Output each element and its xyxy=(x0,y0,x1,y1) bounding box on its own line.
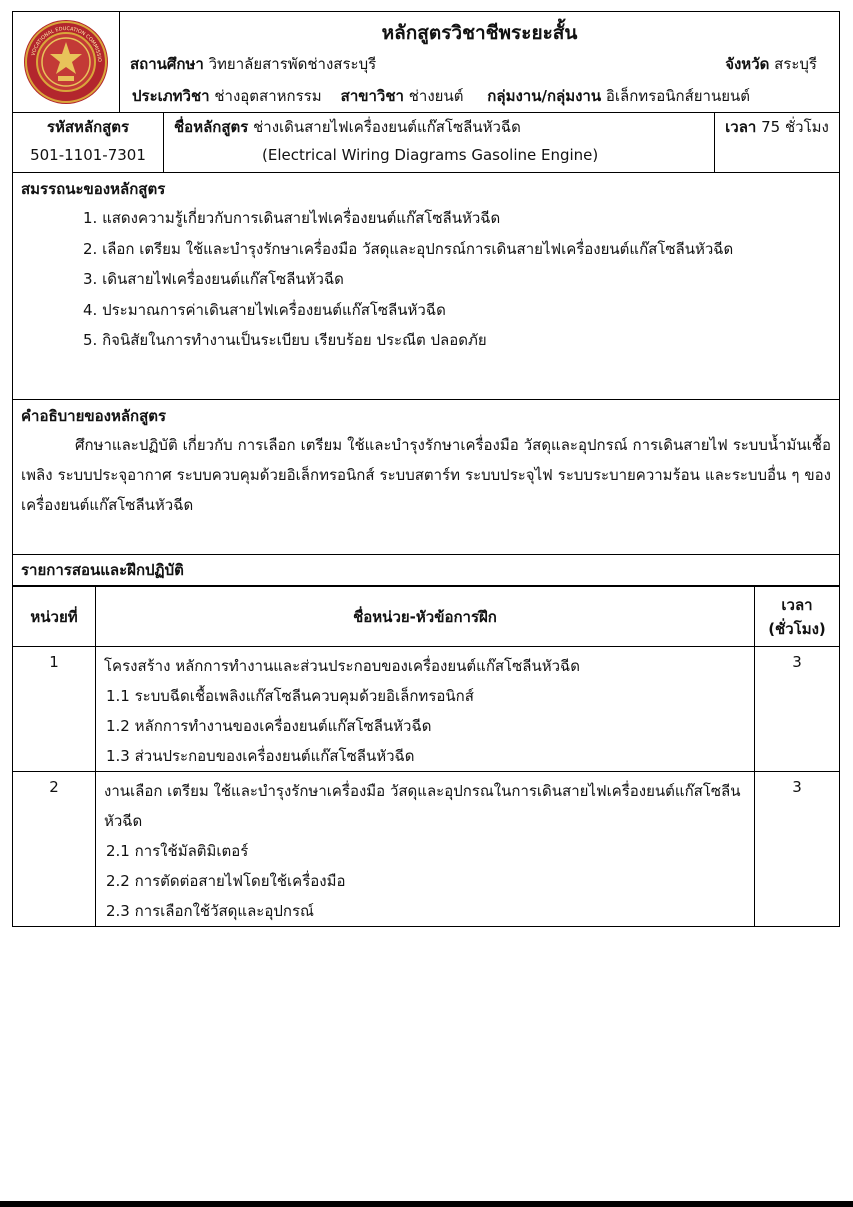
type-value: ช่างอุตสาหกรรม xyxy=(214,87,322,105)
unit-hours: 3 xyxy=(755,647,840,772)
sub-topic: 1.2 หลักการทำงานของเครื่องยนต์แก๊สโซลีนหัวฉีด xyxy=(106,717,432,735)
course-info-row xyxy=(12,113,840,173)
course-time-cell xyxy=(715,113,839,172)
col-hours-header-line1: เวลา xyxy=(781,595,813,614)
course-name-cell xyxy=(164,113,715,172)
course-name-en: (Electrical Wiring Diagrams Gasoline Engine) xyxy=(262,146,599,164)
course-time-line xyxy=(715,113,839,141)
training-title: รายการสอนและฝึกปฏิบัติ xyxy=(21,561,184,579)
training-section-title-box xyxy=(12,555,840,586)
sub-topic: 1.3 ส่วนประกอบของเครื่องยนต์แก๊สโซลีนหัวฉีด xyxy=(106,747,415,765)
seal-lettering: VOCATIONAL EDUCATION COMMISSIO xyxy=(30,25,103,63)
competency-section xyxy=(12,173,840,400)
unit-topic: งานเลือก เตรียม ใช้และบำรุงรักษาเครื่องมือ วัสดุและอุปกรณในการเดินสายไฟเครื่องยนต์แก๊สโซลีนหัวฉีด xyxy=(104,782,741,830)
competency-item: 2. เลือก เตรียม ใช้และบำรุงรักษาเครื่องมือ วัสดุและอุปกรณ์การเดินสายไฟเครื่องยนต์แก๊สโซลีนหัวฉีด xyxy=(83,239,734,258)
institution-row xyxy=(130,52,829,76)
course-name-label: ชื่อหลักสูตร xyxy=(174,118,249,136)
competency-item: 5. กิจนิสัยในการทำงานเป็นระเบียบ เรียบร้อย ประณีต ปลอดภัย xyxy=(83,331,487,349)
col-topic-header: ชื่อหน่วย-หัวข้อการฝึก xyxy=(96,587,755,647)
col-unit-header: หน่วยที่ xyxy=(13,587,96,647)
vocational-education-seal-icon xyxy=(22,18,110,106)
table-row xyxy=(13,772,840,927)
unit-topic-cell xyxy=(96,772,755,927)
sub-topic: 1.1 ระบบฉีดเชื้อเพลิงแก๊สโซลีนควบคุมด้วยอิเล็กทรอนิกส์ xyxy=(106,687,474,705)
province-row xyxy=(725,52,817,76)
province-label: จังหวัด xyxy=(725,55,770,73)
unit-topic-cell xyxy=(96,647,755,772)
table-header-row xyxy=(13,587,840,647)
branch-label: สาขาวิชา xyxy=(340,87,404,105)
col-hours-header xyxy=(755,587,840,647)
competency-item: 1. แสดงความรู้เกี่ยวกับการเดินสายไฟเครื่องยนต์แก๊สโซลีนหัวฉีด xyxy=(83,209,501,227)
sub-topic: 2.1 การใช้มัลติมิเตอร์ xyxy=(106,842,249,860)
page-bottom-border xyxy=(0,1201,853,1207)
institution-label: สถานศึกษา xyxy=(130,55,204,73)
description-title: คำอธิบายของหลักสูตร xyxy=(21,407,167,425)
institution-value: วิทยาลัยสารพัดช่างสระบุรี xyxy=(208,55,377,73)
training-table xyxy=(12,586,840,927)
branch-value: ช่างยนต์ xyxy=(408,87,464,105)
course-code-label: รหัสหลักสูตร xyxy=(46,118,130,136)
course-name-line xyxy=(164,113,714,141)
course-time-value: 75 ชั่วโมง xyxy=(761,118,829,136)
description-text: ศึกษาและปฏิบัติ เกี่ยวกับ การเลือก เตรียม ใช้และบำรุงรักษาเครื่องมือ วัสดุและอุปกรณ์ การเดินสายไฟ ระบบน้ำมันเชื้อเพลิง ระบบประจุอากาศ ระบบควบคุมด้วยอิเล็กทรอนิกส์ ระบบสตาร์ท ระบบประจุไฟ ระบบระบายความร้อน และระบบอื่น ๆ ของเครื่องยนต์แก๊สโซลีนหัวฉีด xyxy=(21,436,831,514)
description-body xyxy=(21,430,831,520)
header-body xyxy=(120,12,839,112)
description-section xyxy=(12,400,840,555)
group-label: กลุ่มงาน/กลุ่มงาน xyxy=(487,87,602,105)
province-value: สระบุรี xyxy=(774,55,817,73)
course-name-th: ช่างเดินสายไฟเครื่องยนต์แก๊สโซลีนหัวฉีด xyxy=(253,118,521,136)
sub-topic: 2.3 การเลือกใช้วัสดุและอุปกรณ์ xyxy=(106,902,314,920)
unit-number: 1 xyxy=(13,647,96,772)
col-hours-header-line2: (ชั่วโมง) xyxy=(768,619,826,638)
table-row xyxy=(13,647,840,772)
course-code-value: 501-1101-7301 xyxy=(30,146,146,164)
type-label: ประเภทวิชา xyxy=(132,87,210,105)
course-code-cell xyxy=(13,113,164,172)
classification-row xyxy=(132,84,829,108)
competency-item: 3. เดินสายไฟเครื่องยนต์แก๊สโซลีนหัวฉีด xyxy=(83,270,344,288)
competency-item: 4. ประมาณการค่าเดินสายไฟเครื่องยนต์แก๊สโซลีนหัวฉีด xyxy=(83,300,446,319)
sub-topic: 2.2 การตัดต่อสายไฟโดยใช้เครื่องมือ xyxy=(106,872,346,890)
logo-cell xyxy=(13,12,120,112)
unit-topic: โครงสร้าง หลักการทำงานและส่วนประกอบของเครื่องยนต์แก๊สโซลีนหัวฉีด xyxy=(104,657,581,675)
page-title: หลักสูตรวิชาชีพระยะสั้น xyxy=(381,22,578,44)
course-header xyxy=(12,11,840,113)
competency-title: สมรรถนะของหลักสูตร xyxy=(21,180,166,198)
unit-number: 2 xyxy=(13,772,96,927)
unit-hours: 3 xyxy=(755,772,840,927)
group-value: อิเล็กทรอนิกส์ยานยนต์ xyxy=(605,87,750,105)
competency-list xyxy=(21,203,831,356)
course-time-label: เวลา xyxy=(725,118,757,136)
